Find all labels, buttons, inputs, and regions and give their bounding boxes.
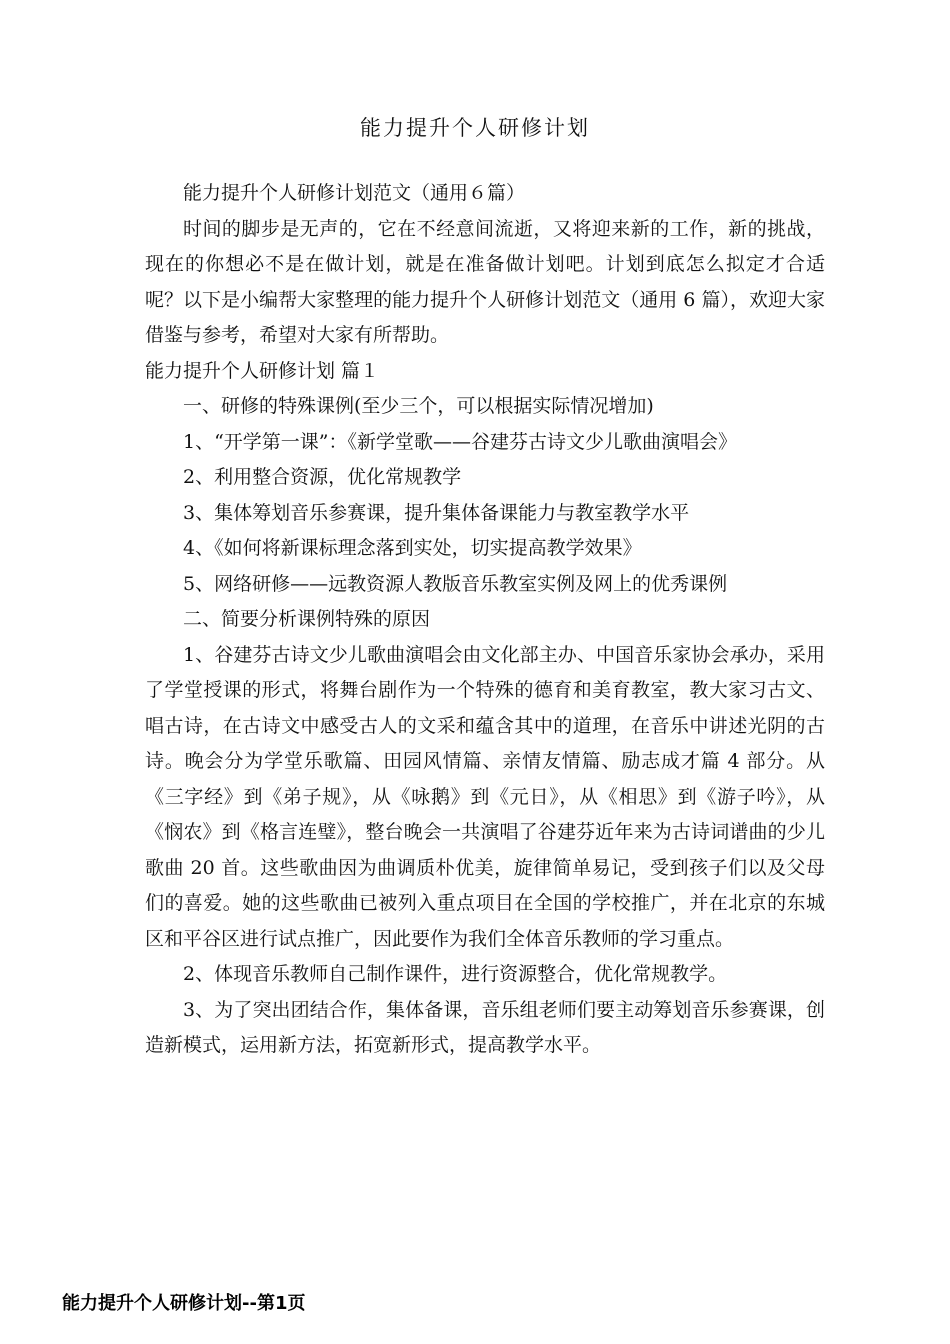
list-item: 5、网络研修——远教资源人教版音乐教室实例及网上的优秀课例 [183, 572, 728, 595]
section-heading: 能力提升个人研修计划 篇１ [145, 359, 380, 382]
list-item: 1、“开学第一课”：《新学堂歌——谷建芬古诗文少儿歌曲演唱会》 [183, 430, 738, 453]
document-title: 能力提升个人研修计划 [360, 116, 590, 140]
heading-1: 一、研修的特殊课例(至少三个，可以根据实际情况增加) [183, 395, 654, 417]
list-item: 2、利用整合资源，优化常规教学 [183, 466, 462, 488]
intro-paragraph: 时间的脚步是无声的，它在不经意间流逝，又将迎来新的工作，新的挑战，现在的你想必不是在做计划，就是在准备做计划吧。计划到底怎么拟定才合适呢？以下是小编帮大家整理的能力提升个人研修计划范文（通用 6 篇），欢迎大家借鉴与参考，希望对大家有所帮助。 [145, 217, 825, 346]
body-paragraph: 1、谷建芬古诗文少儿歌曲演唱会由文化部主办、中国音乐家协会承办，采用了学堂授课的形式，将舞台剧作为一个特殊的德育和美育教室，教大家习古文、唱古诗，在古诗文中感受古人的文采和蕴含其中的道理，在音乐中讲述光阴的古诗。晚会分为学堂乐歌篇、田园风情篇、亲情友情篇、励志成才篇 4 部分。从《三字经》到《弟子规》，从《咏鹅》到《元日》，从《相思》到《游子吟》，从《悯农》到《格言连璧》，整台晚会一共演唱了谷建芬近年来为古诗词谱曲的少儿歌曲 20 首。这些歌曲因为曲调质朴优美，旋律简单易记，受到孩子们以及父母们的喜爱。她的这些歌曲已被列入重点项目在全国的学校推广，并在北京的东城区和平谷区进行试点推广，因此要作为我们全体音乐教师的学习重点。 [145, 643, 825, 950]
list-item: 3、集体筹划音乐参赛课，提升集体备课能力与教室教学水平 [183, 501, 690, 524]
document-body [145, 176, 825, 1064]
page-footer: 能力提升个人研修计划--第1页 [62, 1293, 306, 1314]
body-paragraph: 2、体现音乐教师自己制作课件，进行资源整合，优化常规教学。 [183, 963, 728, 985]
subtitle-paragraph: 能力提升个人研修计划范文（通用６篇） [183, 182, 526, 204]
body-paragraph: 3、为了突出团结合作，集体备课，音乐组老师们要主动筹划音乐参赛课，创造新模式，运用新方法，拓宽新形式，提高教学水平。 [145, 998, 825, 1056]
heading-2: 二、简要分析课例特殊的原因 [183, 608, 431, 630]
list-item: 4、《如何将新课标理念落到实处，切实提高教学效果》 [183, 537, 642, 559]
